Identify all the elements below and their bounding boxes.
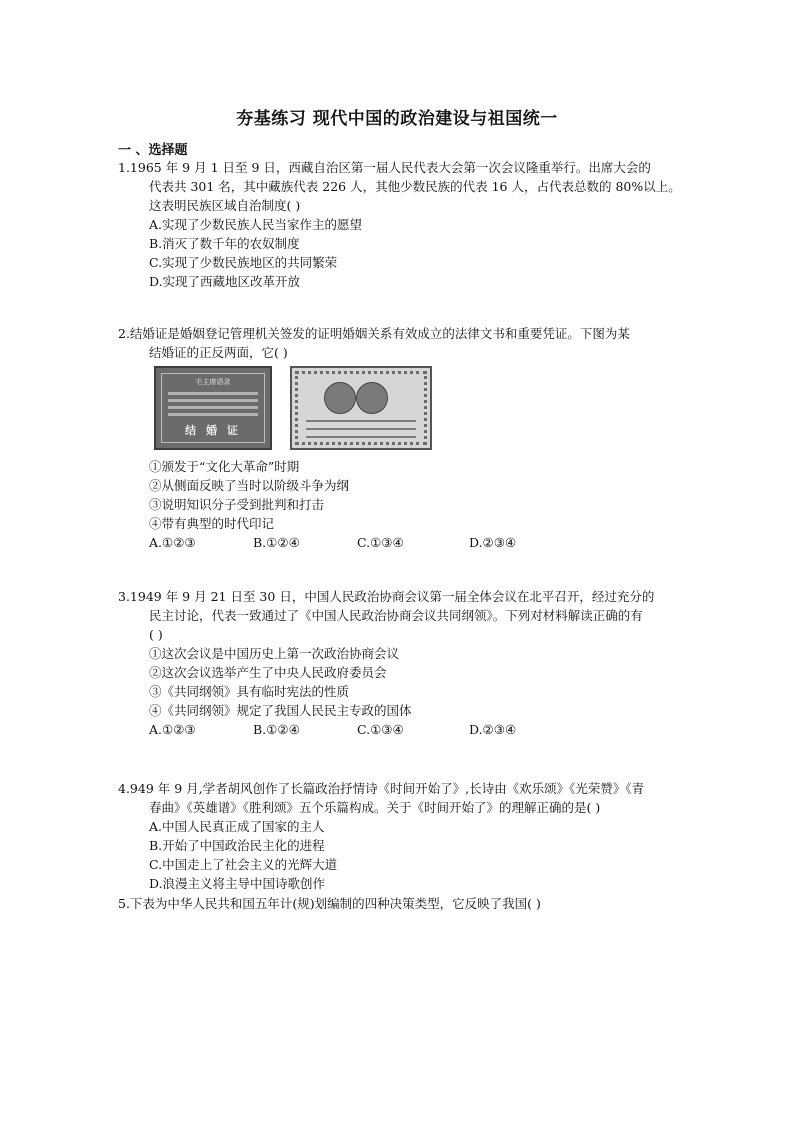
q1-option-b[interactable]: B.消灭了数千年的农奴制度 (149, 236, 300, 251)
q2-choice-a[interactable]: A.①②③ (149, 535, 196, 550)
certificate-front-caption: 毛主席语录 (195, 378, 231, 386)
certificate-front (154, 366, 272, 450)
q4-option-c[interactable]: C.中国走上了社会主义的光辉大道 (149, 857, 338, 872)
question-1 (118, 158, 702, 291)
marriage-certificate-image (154, 366, 434, 452)
q3-item: ④《共同纲领》规定了我国人民民主专政的国体 (149, 703, 412, 718)
q1-stem-line: 代表共 301 名，其中藏族代表 226 人，其他少数民族的代表 16 人，占代表总数的 80%以上。 (149, 179, 681, 194)
q1-option-c[interactable]: C.实现了少数民族地区的共同繁荣 (149, 255, 338, 270)
question-5 (118, 894, 702, 913)
q3-choice-c[interactable]: C.①③④ (357, 722, 404, 737)
q3-choice-d[interactable]: D.②③④ (469, 722, 517, 737)
q1-option-a[interactable]: A.实现了少数民族人民当家作主的愿望 (149, 217, 363, 232)
q4-option-a[interactable]: A.中国人民真正成了国家的主人 (149, 819, 325, 834)
section-heading: 一 、选择题 (118, 143, 188, 158)
q2-choices (118, 533, 702, 552)
certificate-front-title: 结 婚 证 (185, 424, 241, 437)
q2-choice-d[interactable]: D.②③④ (469, 535, 517, 550)
q3-choices (118, 720, 702, 739)
q1-stem-line: 这表明民族区域自治制度( ) (149, 198, 301, 213)
question-3 (118, 587, 702, 739)
q2-item: ①颁发于“文化大革命”时期 (149, 459, 300, 474)
q4-option-d[interactable]: D.浪漫主义将主导中国诗歌创作 (149, 876, 326, 891)
q3-stem-line: ( ) (149, 627, 163, 642)
q4-stem-line: 4.949 年 9 月,学者胡风创作了长篇政治抒情诗《时间开始了》,长诗由《欢乐颂》《光荣赞》《青 (118, 781, 645, 796)
q3-item: ②这次会议选举产生了中央人民政府委员会 (149, 665, 387, 680)
page-title: 夯基练习 现代中国的政治建设与祖国统一 (236, 109, 558, 129)
question-2 (118, 324, 702, 362)
q4-option-b[interactable]: B.开始了中国政治民主化的进程 (149, 838, 325, 853)
q4-stem-line: 春曲》《英雄谱》《胜利颂》五个乐篇构成。关于《时间开始了》的理解正确的是( ) (149, 800, 601, 815)
q3-item: ③《共同纲领》具有临时宪法的性质 (149, 684, 350, 699)
q1-stem-line: 1.1965 年 9 月 1 日至 9 日，西藏自治区第一届人民代表大会第一次会议隆重举行。出席大会的 (118, 160, 651, 175)
certificate-back (290, 366, 432, 450)
q2-item: ④带有典型的时代印记 (149, 516, 275, 531)
q3-stem-line: 民主讨论，代表一致通过了《中国人民政治协商会议共同纲领》。下列对材料解读正确的有 (149, 608, 643, 623)
q1-option-d[interactable]: D.实现了西藏地区改革开放 (149, 274, 301, 289)
question-2-items (118, 457, 702, 552)
q2-stem-line: 2.结婚证是婚姻登记管理机关签发的证明婚姻关系有效成立的法律文书和重要凭证。下图为某 (118, 326, 630, 341)
q2-item: ③说明知识分子受到批判和打击 (149, 497, 325, 512)
q3-choice-b[interactable]: B.①②④ (253, 722, 300, 737)
q3-choice-a[interactable]: A.①②③ (149, 722, 196, 737)
q5-stem-line: 5.下表为中华人民共和国五年计(规)划编制的四种决策类型，它反映了我国( ) (118, 896, 541, 911)
q2-stem-line: 结婚证的正反两面，它( ) (149, 345, 288, 360)
q3-stem-line: 3.1949 年 9 月 21 日至 30 日，中国人民政治协商会议第一届全体会议在北平召开，经过充分的 (118, 589, 655, 604)
q2-choice-b[interactable]: B.①②④ (253, 535, 300, 550)
q2-item: ②从侧面反映了当时以阶级斗争为纲 (149, 478, 350, 493)
q3-item: ①这次会议是中国历史上第一次政治协商会议 (149, 646, 400, 661)
question-4 (118, 779, 702, 893)
q2-choice-c[interactable]: C.①③④ (357, 535, 404, 550)
